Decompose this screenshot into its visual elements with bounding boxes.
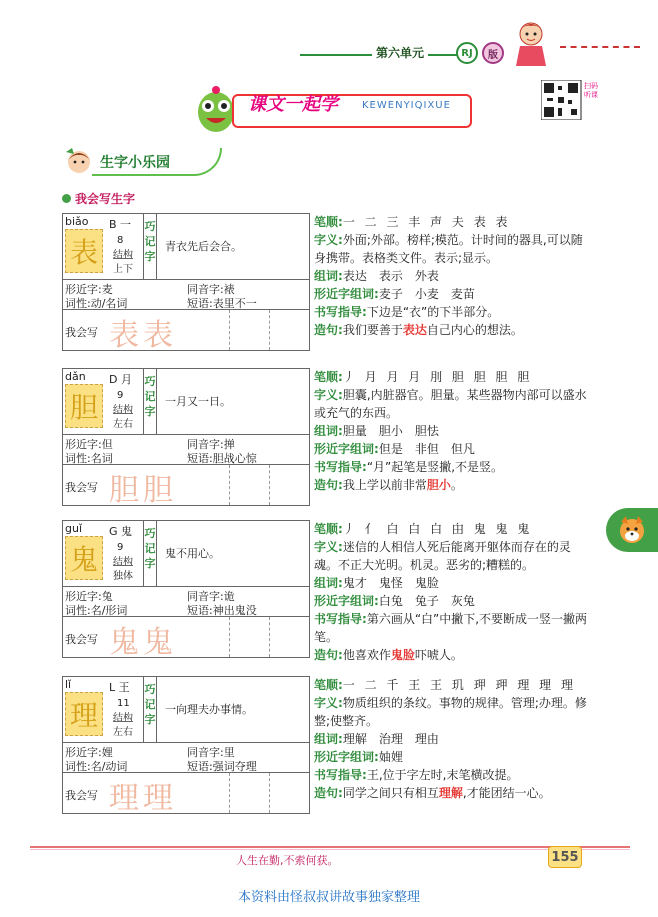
sentence-pre: 我上学以前非常 [342,478,427,492]
structure-label: 结构 [113,250,133,261]
card-top [63,214,309,280]
mnemonic-text: 一月又一日。 [165,395,231,408]
sentence-label: 造句: [314,478,343,492]
radical: L 王 [109,681,130,694]
near-words-text: 妯娌 [378,750,403,764]
radical: D 月 [109,373,132,386]
homophone: 同音字:裱 [187,283,235,296]
mnemonic-label: 巧记字 [143,521,157,587]
stroke-order [314,213,592,231]
stroke-order-text: 丿 亻 白 白 白 甶 鬼 鬼 鬼 [342,522,533,536]
words-label: 组词: [314,269,343,283]
meaning [314,694,592,730]
write-chars-label: 我会写生字 [75,192,136,206]
structure-value: 左右 [113,721,133,738]
stroke-count: 9 [117,542,124,553]
trace-chars: 鬼鬼 [109,625,177,660]
stroke-count: 11 [117,698,130,709]
words [314,267,592,285]
write-box[interactable] [229,617,269,657]
rj-badge: RJ [456,42,478,64]
words-text: 表达 表示 外表 [342,269,439,283]
near-words-label: 形近字组词: [314,442,379,456]
writing-guide-text: 第六画从“白”中撇下,不要断成一竖一撇两笔。 [314,612,588,644]
write-practice [63,773,309,816]
meaning [314,538,592,574]
mnemonic-text: 鬼不用心。 [165,547,220,560]
writing-guide [314,303,592,321]
sentence-pre: 我们要善于 [342,323,403,337]
near-form: 形近字:麦 [65,283,113,296]
mnemonic-text: 一向理夫办事情。 [165,703,253,716]
structure-value: 上下 [113,258,133,275]
stroke-order-label: 笔顺: [314,522,343,536]
pinyin: lǐ [65,678,72,691]
sentence-label: 造句: [314,648,343,662]
char-grid [65,692,103,736]
sentence-post: 。 [450,478,463,492]
stroke-order-text: 一 二 千 王 王 玑 玾 玾 理 理 理 [342,678,576,692]
char-card-biao [62,213,310,351]
part-of-speech: 词性:名/动词 [65,760,128,773]
footer-motto: 人生在勤,不索何获。 [236,854,339,867]
writing-guide-text: “月”起笔是竖撇,不是竖。 [366,460,504,474]
char-grid [65,229,103,273]
sentence [314,476,592,494]
fox-face-icon [616,514,648,546]
sentence-label: 造句: [314,786,343,800]
side-tab [606,508,658,552]
meaning-label: 字义: [314,696,343,710]
char-grid [65,384,103,428]
credit-line: 本资料由怪叔叔讲故事独家整理 [237,890,420,905]
meaning-label: 字义: [314,388,343,402]
structure-value: 左右 [113,413,133,430]
decoration-dashes [560,46,640,54]
writing-guide-label: 书写指导: [314,305,367,319]
structure-label: 结构 [113,557,133,568]
character: 理 [69,699,98,732]
card-info [63,435,309,465]
write-box[interactable] [269,617,309,657]
mnemonic-label: 巧记字 [143,677,157,743]
character: 表 [69,236,98,269]
write-box[interactable] [269,310,309,350]
words-label: 组词: [314,576,343,590]
write-label: 我会写 [65,789,98,802]
card-info [63,743,309,773]
trace-chars: 胆胆 [109,473,177,508]
section-title: 生字小乐园 [100,155,170,171]
write-practice [63,617,309,660]
write-box[interactable] [229,773,269,813]
stroke-order-label: 笔顺: [314,678,343,692]
words-label: 组词: [314,424,343,438]
sentence-highlight: 胆小 [426,478,451,492]
near-form: 形近字:兔 [65,590,113,603]
homophone: 同音字:掸 [187,438,235,451]
stroke-count: 9 [117,390,124,401]
meaning-text: 物质组织的条纹。事物的规律。管理;办理。修整;使整齐。 [314,696,587,728]
sentence-post: ,才能团结一心。 [462,786,551,800]
char-card-li [62,676,310,814]
words-text: 鬼才 鬼怪 鬼脸 [342,576,439,590]
page-number: 155 [548,846,582,868]
notes-biao [314,213,592,339]
words [314,730,592,748]
character: 鬼 [69,543,98,576]
writing-guide-text: 王,位于字左时,末笔横改提。 [366,768,519,782]
char-grid [65,536,103,580]
words-text: 理解 治理 理由 [342,732,439,746]
words [314,422,592,440]
radical: G 鬼 [109,525,133,538]
write-practice [63,465,309,508]
trace-chars: 理理 [109,781,177,816]
sentence [314,784,592,802]
qr-label: 扫码听课 [584,82,598,99]
part-of-speech: 词性:名/形词 [65,604,128,617]
char-card-gui [62,520,310,658]
meaning-label: 字义: [314,540,343,554]
homophone: 同音字:里 [187,746,235,759]
write-box[interactable] [269,465,309,505]
radical: B 一 [109,218,132,231]
notes-li [314,676,592,802]
notes-dan [314,368,592,494]
write-label: 我会写 [65,633,98,646]
meaning-text: 胆囊,内脏器官。胆量。某些器物内部可以盛水或充气的东西。 [314,388,587,420]
near-words-label: 形近字组词: [314,594,379,608]
meaning-text: 迷信的人相信人死后能离开躯体而存在的灵魂。不正大光明。机灵。恶劣的;糟糕的。 [314,540,571,572]
part-of-speech: 词性:动/名词 [65,297,128,310]
write-chars-heading [62,190,135,207]
pinyin: biǎo [65,215,89,228]
banner-title: 课文一起学 [248,94,338,115]
mnemonic-text: 青衣先后会合。 [165,240,242,253]
write-box[interactable] [229,465,269,505]
stroke-order-text: 丿 月 月 月 刖 胆 胆 胆 胆 [342,370,533,384]
writing-guide-text: 下边是“衣”的下半部分。 [366,305,500,319]
sentence [314,321,592,339]
writing-guide-label: 书写指导: [314,768,367,782]
card-top [63,677,309,743]
stroke-order [314,520,592,538]
near-words-text: 麦子 小麦 麦苗 [378,287,475,301]
write-label: 我会写 [65,326,98,339]
meaning [314,231,592,267]
sentence-highlight: 表达 [402,323,427,337]
stroke-order-label: 笔顺: [314,215,343,229]
trace-chars: 表表 [109,318,177,353]
stroke-order-text: 一 二 三 丰 声 夫 表 表 [342,215,511,229]
near-words [314,285,592,303]
writing-guide [314,458,592,476]
character: 胆 [69,391,98,424]
section-header [62,146,222,178]
mnemonic-label: 巧记字 [143,369,157,435]
write-label: 我会写 [65,481,98,494]
char-card-dan [62,368,310,506]
near-words [314,592,592,610]
sentence-label: 造句: [314,323,343,337]
banner-subtitle: KEWENYIQIXUE [362,100,451,111]
sentence-post: 吓唬人。 [414,648,463,662]
structure-value: 独体 [113,565,133,582]
words-label: 组词: [314,732,343,746]
near-words-text: 白兔 兔子 灰兔 [378,594,475,608]
card-top [63,369,309,435]
near-form: 形近字:娌 [65,746,113,759]
writing-guide [314,610,592,646]
write-box[interactable] [269,773,309,813]
phrase: 短语:神出鬼没 [187,604,257,617]
structure-label: 结构 [113,405,133,416]
stroke-order-label: 笔顺: [314,370,343,384]
sentence-highlight: 理解 [438,786,463,800]
stroke-count: 8 [117,235,124,246]
mascot-girl-icon [508,18,554,70]
notes-gui [314,520,592,664]
sentence-highlight: 鬼脸 [390,648,415,662]
meaning-text: 外面;外部。榜样;模范。计时间的器具,可以随身携带。表格类文件。表示;显示。 [314,233,583,265]
pinyin: guǐ [65,522,83,535]
phrase: 短语:强词夺理 [187,760,257,773]
structure-label: 结构 [113,713,133,724]
near-words-label: 形近字组词: [314,287,379,301]
bullet-dot-icon [62,194,71,203]
stroke-order [314,676,592,694]
girl-avatar-icon [62,146,96,178]
lesson-banner [192,88,482,132]
sentence-post: 自己内心的想法。 [426,323,523,337]
edition-badge: 版 [482,42,504,64]
write-practice [63,310,309,353]
card-info [63,587,309,617]
writing-guide [314,766,592,784]
card-info [63,280,309,310]
near-words-label: 形近字组词: [314,750,379,764]
part-of-speech: 词性:名词 [65,452,113,465]
words [314,574,592,592]
near-form: 形近字:但 [65,438,113,451]
meaning-label: 字义: [314,233,343,247]
homophone: 同音字:诡 [187,590,235,603]
pinyin: dǎn [65,370,86,383]
sentence [314,646,592,664]
words-text: 胆量 胆小 胆怯 [342,424,439,438]
near-words [314,440,592,458]
sentence-pre: 他喜欢作 [342,648,391,662]
near-words-text: 但是 非但 但凡 [378,442,475,456]
unit-title: 第六单元 [372,44,428,61]
stroke-order [314,368,592,386]
near-words [314,748,592,766]
writing-guide-label: 书写指导: [314,460,367,474]
writing-guide-label: 书写指导: [314,612,367,626]
sentence-pre: 同学之间只有相互 [342,786,439,800]
phrase: 短语:胆战心惊 [187,452,257,465]
mnemonic-label: 巧记字 [143,214,157,280]
card-top [63,521,309,587]
phrase: 短语:表里不一 [187,297,257,310]
meaning [314,386,592,422]
write-box[interactable] [229,310,269,350]
